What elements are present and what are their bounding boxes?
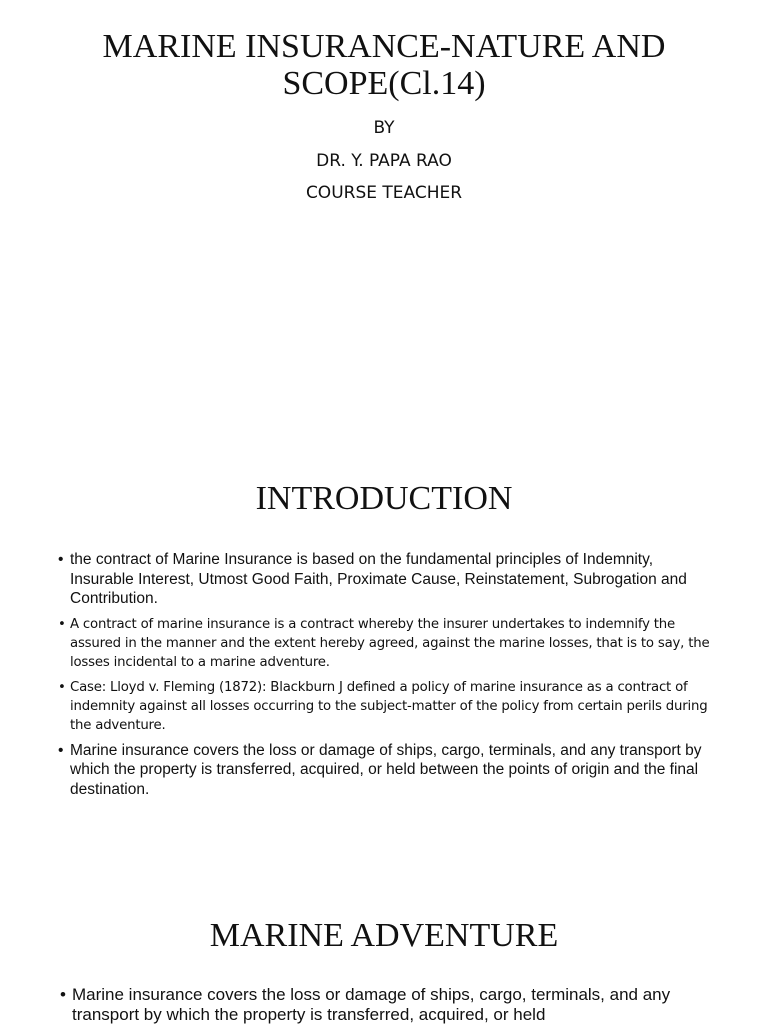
by-label: BY (373, 118, 395, 138)
bullet-marker: • (58, 741, 64, 759)
bullet-text: Marine insurance covers the loss or damage of ships, cargo, terminals, and any transport by which the property is transferred, acquired, or held (72, 985, 671, 1024)
bullet-marker: • (58, 551, 64, 568)
marine-adventure-heading: MARINE ADVENTURE (209, 917, 559, 954)
bullet-item (58, 615, 718, 672)
bullet-item (58, 678, 718, 735)
title-line-1: MARINE INSURANCE-NATURE AND (102, 28, 666, 65)
marine-adventure-bullet-list (60, 985, 700, 1025)
author-role: COURSE TEACHER (305, 183, 463, 203)
bullet-text: Marine insurance covers the loss or damage of ships, cargo, terminals, and any transport by which the property is transferred, acquired, or held between the points of origin and the final destination. (70, 741, 702, 798)
bullet-marker: • (58, 616, 66, 632)
introduction-bullet-list (58, 550, 718, 799)
bullet-text: the contract of Marine Insurance is based on the fundamental principles of Indemnity, Insurable Interest, Utmost Good Faith, Proximate Cause, Reinstatement, Subrogation and Contribution. (70, 551, 687, 607)
author-name: DR. Y. PAPA RAO (316, 151, 452, 171)
introduction-heading: INTRODUCTION (255, 480, 513, 517)
bullet-marker: • (60, 985, 66, 1004)
document-title (0, 28, 768, 102)
title-slide (0, 0, 768, 260)
bullet-item (60, 985, 700, 1025)
title-line-2: SCOPE(Cl.14) (282, 65, 486, 102)
bullet-text: Case: Lloyd v. Fleming (1872): Blackburn J defined a policy of marine insurance as a contract of indemnity against all losses occurring to the subject-matter of the policy from certain perils during the adventure. (70, 679, 708, 733)
bullet-marker: • (58, 679, 66, 695)
bullet-item (58, 550, 718, 609)
bullet-text: A contract of marine insurance is a contract whereby the insurer undertakes to indemnify the assured in the manner and the extent hereby agreed, against the marine losses, that is to say, the losses incidental to a marine adventure. (70, 616, 710, 670)
marine-adventure-slide (0, 915, 768, 1024)
introduction-slide (0, 470, 768, 830)
bullet-item (58, 741, 718, 800)
